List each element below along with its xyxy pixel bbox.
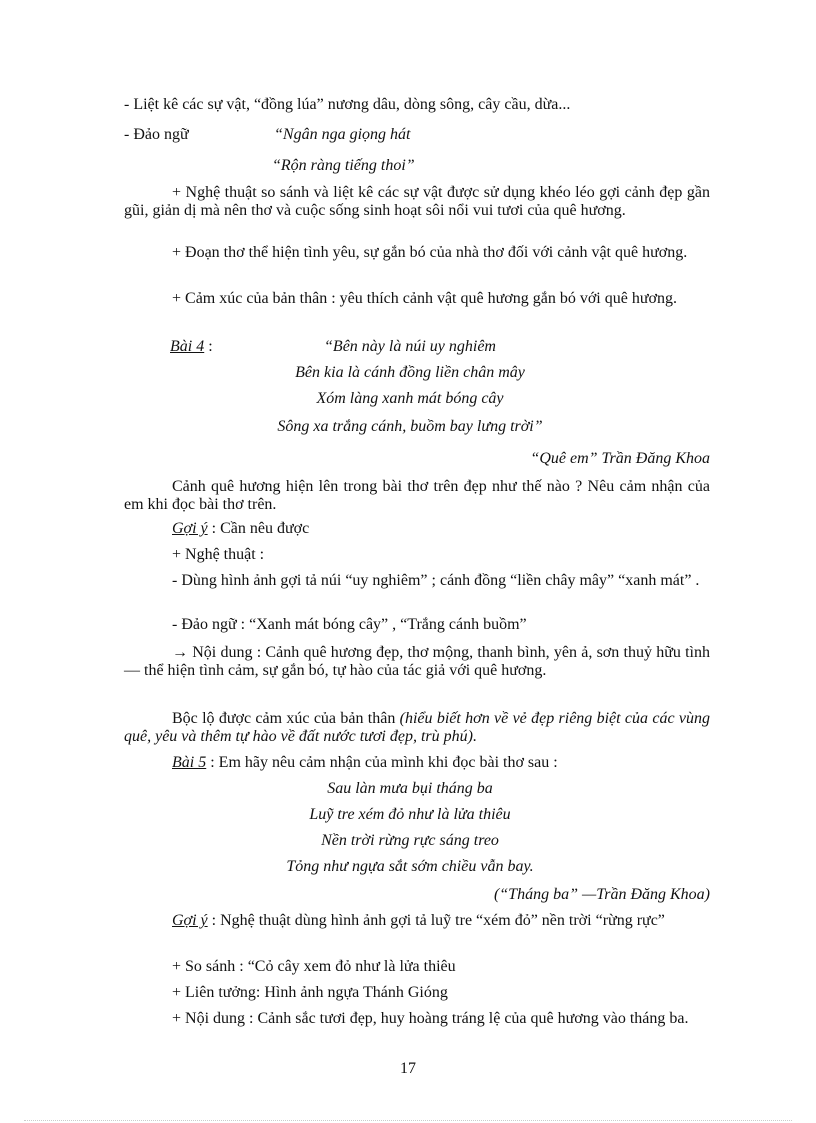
poem-line: “Bên này là núi uy nghiêm [324,338,496,355]
poem-line: Luỹ tre xém đỏ như là lửa thiêu [309,806,511,823]
content-paragraph: + Nội dung : Cảnh sắc tươi đẹp, huy hoàng tráng lệ của quê hương vào tháng ba. [172,1010,689,1027]
paragraph-art: + Nghệ thuật so sánh và liệt kê các sự vật được sử dụng khéo léo gợi cảnh đẹp gần gũi, giản dị mà nên thơ và cuộc sống sinh hoạt sôi nổi vui tươi của quê hương. [124,184,710,219]
inversion-quote-2: “Rộn ràng tiếng thoi” [272,157,415,174]
hint-text: : Cần nêu được [207,520,310,537]
page-number: 17 [400,1060,416,1077]
art-heading: + Nghệ thuật : [172,546,265,563]
hint-line [124,520,710,538]
feeling-paragraph [124,710,710,746]
poem-line: Tỏng như ngựa sắt sớm chiều vẫn bay. [286,858,534,875]
art-item-2: - Đảo ngữ : “Xanh mát bóng cây” , “Trắng cánh buồm” [172,616,527,633]
feeling-italic: (hiểu biết hơn về vẻ đẹp riêng biệt của các vùng quê, yêu và thêm tự hào về đất nước tươi đẹp, trù phú). [124,710,710,745]
poem-line: Xóm làng xanh mát bóng cây [316,390,504,407]
poem-source: “Quê em” Trần Đăng Khoa [530,450,710,467]
list-line: - Liệt kê các sự vật, “đồng lúa” nương dâu, dòng sông, cây cầu, dừa... [124,96,571,113]
paragraph-love: + Đoạn thơ thể hiện tình yêu, sự gắn bó của nhà thơ đối với cảnh vật quê hương. [172,244,688,261]
compare-line: + So sánh : “Cỏ cây xem đỏ như là lửa thiêu [172,958,456,975]
hint-line [124,912,710,930]
exercise-4-label: Bài 4 [170,338,205,355]
footer-divider [24,1120,792,1121]
content-paragraph: → Nội dung : Cảnh quê hương đẹp, thơ mộng, thanh bình, yên ả, sơn thuỷ hữu tình — thể hiện tình cảm, sự gắn bó, tự hào của tác giả với quê hương. [124,644,710,679]
poem-line: Sông xa trắng cánh, buồm bay lưng trời” [277,418,543,435]
paragraph-feeling: + Cảm xúc của bản thân : yêu thích cảnh vật quê hương gắn bó với quê hương. [172,290,677,307]
inversion-label: - Đảo ngữ [124,126,189,143]
feeling-plain: Bộc lộ được cảm xúc của bản thân [172,710,400,727]
art-item-1: - Dùng hình ảnh gợi tả núi “uy nghiêm” ; cánh đồng “liền chây mây” “xanh mát” . [172,572,700,589]
hint-text: : Nghệ thuật dùng hình ảnh gợi tả luỹ tre “xém đỏ” nền trời “rừng rực” [207,912,665,929]
poem-line: Bên kia là cánh đồng liền chân mây [295,364,525,381]
exercise-4-colon: : [204,338,213,355]
exercise-5-prompt: : Em hãy nêu cảm nhận của mình khi đọc bài thơ sau : [206,754,558,771]
exercise-5-heading [124,754,710,772]
poem-line: Sau làn mưa bụi tháng ba [327,780,493,797]
inversion-line [124,126,710,144]
hint-label: Gợi ý [172,520,208,537]
hint-label: Gợi ý [172,912,208,929]
exercise-5-label: Bài 5 [172,754,207,771]
poem-source: (“Tháng ba” —Trần Đăng Khoa) [493,886,710,903]
poem-line: Nền trời rừng rực sáng treo [321,832,499,849]
inversion-quote-1: “Ngân nga giọng hát [274,126,411,143]
exercise-4-question: Cảnh quê hương hiện lên trong bài thơ trên đẹp như thế nào ? Nêu cảm nhận của em khi đọc bài thơ trên. [124,478,710,513]
association-line: + Liên tưởng: Hình ảnh ngựa Thánh Gióng [172,984,448,1001]
